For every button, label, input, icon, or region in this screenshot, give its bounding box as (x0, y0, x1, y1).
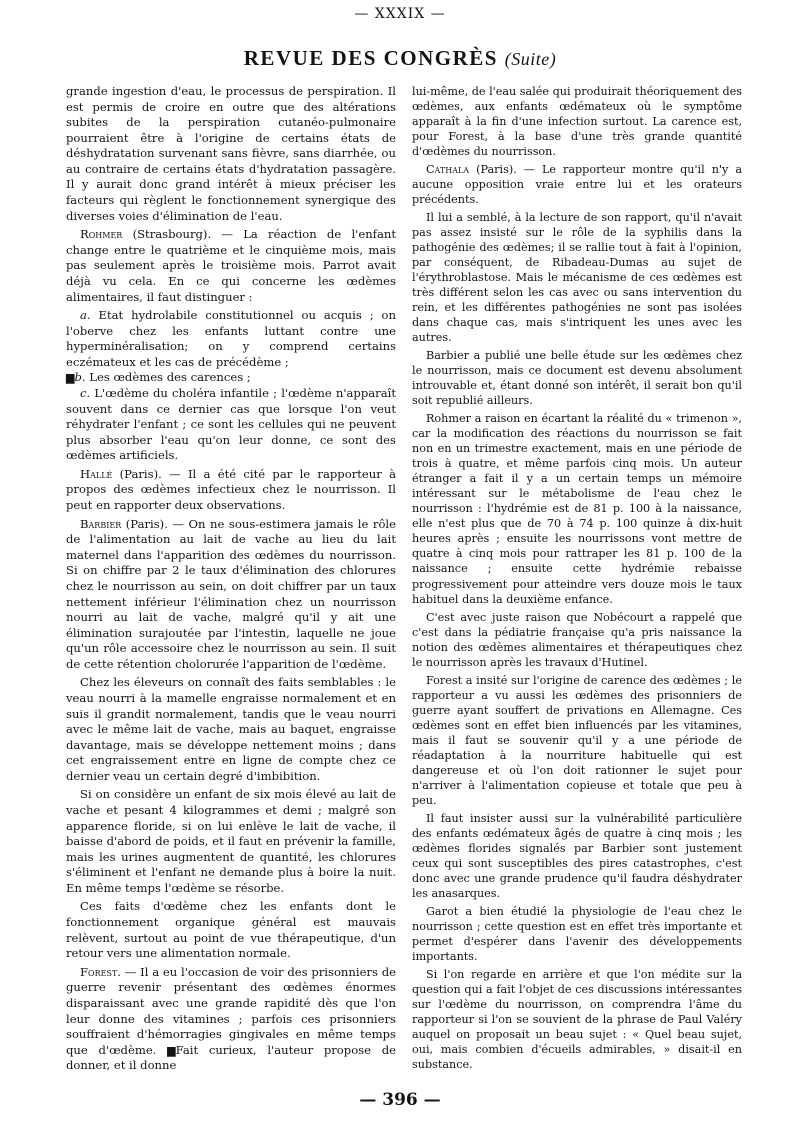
paragraph: Garot a bien étudié la physiologie de l'eau chez le nourrisson ; cette question est en effet très importante et permet d'espérer dans l'avenir des développements importants. (412, 904, 742, 963)
speaker-name: Hallé (80, 466, 113, 481)
paragraph (66, 227, 396, 305)
paragraph: Barbier a publié une belle étude sur les œdèmes chez le nourrisson, mais ce document est devenu absolument introuvable et, étant donné son intérêt, il serait bon qu'il soit republié ailleurs. (412, 349, 742, 408)
list-text: Etat hydrolabile constitutionnel ou acquis ; on l'oberve chez les enfants luttant contre une hyperminéralisation; on y comprend certains eczémateux et les cas de précédème ; (66, 308, 396, 369)
right-column (412, 84, 742, 1075)
paragraph: C'est avec juste raison que Nobécourt a rappelé que c'est dans la pédiatrie française qu'a pris naissance la notion des œdèmes alimentaires et thérapeutiques chez le nourrisson après les travaux d'Hutinel. (412, 610, 742, 669)
paragraph (66, 965, 396, 1074)
paragraph-text: (Paris). — Il a été cité par le rapporteur à propos des œdèmes infectieux chez le nourrisson. Il peut en rapporter deux observations. (66, 466, 396, 513)
paragraph: Il faut insister aussi sur la vulnérabilité particulière des enfants œdémateux âgés de quatre à cinq mois ; les œdèmes florides signalés par Barbier sont justement ceux qui sont susceptibles des pires catastrophes, c'est donc avec une grande prudence qu'il faudra déshydrater les anasarques. (412, 811, 742, 900)
paragraph: Si on considère un enfant de six mois élevé au lait de vache et pesant 4 kilogrammes et demi ; malgré son apparence floride, si on lui enlève le lait de vache, il baisse d'abord de poids, et il faut en prévenir la famille, mais les urines augmentent de quantité, les chlorures s'éliminent et l'enfant ne demande plus à boire la nuit. En même temps l'œdème se résorbe. (66, 787, 396, 895)
paragraph: lui-même, de l'eau salée qui produirait théoriquement des œdèmes, aux enfants œdémateux où le symptôme apparaît à la fin d'une infection surtout. La carence est, pour Forest, à la base d'une très grande quantité d'œdèmes du nourrisson. (412, 85, 742, 159)
list-label: c. (80, 385, 91, 400)
running-head: — XXXIX — (354, 6, 446, 22)
left-column (66, 84, 396, 1077)
list-item (66, 370, 396, 386)
speaker-name: Barbier (80, 516, 122, 531)
list-item (66, 308, 396, 370)
paragraph-text: (Strasbourg). — La réaction de l'enfant change entre le quatrième et le cinquième mois, mais pas seulement après le troisième mois. Parrot avait déjà vu cela. En ce qui concerne les œdèmes alimentaires, il faut distinguer : (66, 227, 396, 304)
list-text: L'œdème du choléra infantile ; l'œdème n'apparaît souvent dans ce dernier cas que lorsque l'on veut réhydrater l'enfant ; ce sont les cellules qui ne peuvent plus absorber l'eau qu'on leur donne, ce sont des œdèmes artificiels. (66, 385, 396, 463)
page-number: — 396 — (359, 1090, 441, 1110)
paragraph: Ces faits d'œdème chez les enfants dont le fonctionnement organique général est mauvais relèvent, surtout au point de vue thérapeutique, d'un retour vers une alimentation normale. (66, 899, 396, 961)
paragraph: Il lui a semblé, à la lecture de son rapport, qu'il n'avait pas assez insisté sur le rôle de la syphilis dans la pathogénie des œdèmes; il se rallie tout à fait à l'opinion, par conséquent, de Ribadeau-Dumas au sujet de l'érythroblastose. Mais le mécanisme de ces œdèmes est très différent selon les cas avec ou sans intervention du rein, et les différentes pathogénies ne sont pas isolées dans chaque cas, mais s'intriquent les unes avec les autres. (412, 211, 742, 345)
paragraph: Rohmer a raison en écartant la réalité du « trimenon », car la modification des réactions du nourrisson se fait non en un trimestre exactement, mais en une période de trois à quatre, et même parfois cinq mois. Un auteur étranger a fait il y a un certain temps un mémoire intéressant sur le métabolisme de l'eau chez le nourrisson : l'hydrémie est de 81 p. 100 à la naissance, elle n'est plus que de 70 à 74 p. 100 quinze à dix-huit heures après ; ensuite les nourrissons vont mettre de quatre à cinq mois pour rattraper les 81 p. 100 de la naissance ; ensuite cette hydrémie rebaisse progressivement pour atteindre vers douze mois le taux habituel dans la deuxième enfance. (412, 412, 742, 606)
title-main: REVUE DES CONGRÈS (243, 46, 498, 70)
list-label: a. (80, 308, 91, 323)
paragraph-text: . — Il a eu l'occasion de voir des prisonniers de guerre revenir présentant des œdèmes énormes disparaissant avec une grande rapidité dès que l'on leur donne des vitamines ; parfois ces prisonniers souffraient d'hémorragies gingivales en même temps que d'œdème. (66, 964, 396, 1057)
speaker-name: Rohmer (80, 227, 123, 242)
paragraph-text: (Paris). — On ne sous-estimera jamais le rôle de l'alimentation au lait de vache au lieu du lait maternel dans l'apparition des œdèmes du nourrisson. Si on chiffre par 2 le taux d'élimination des chlorures chez le nourrisson au sein, on doit chiffrer par un taux nettement inférieur l'élimination chez un nourrisson nourri au lait de vache, malgré qu'il y ait une élimination surajoutée par l'intestin, laquelle ne joue qu'un rôle accessoire chez le nourrisson au sein. Il suit de cette rétention cholorurée l'apparition de l'œdème. (66, 516, 396, 671)
paragraph-text: (Paris). — Le rapporteur montre qu'il n'y a aucune opposition vraie entre lui et les orateurs précédents. (412, 163, 742, 207)
paragraph (66, 467, 396, 514)
paragraph: Forest a insité sur l'origine de carence des œdèmes ; le rapporteur a vu aussi les œdèmes des prisonniers de guerre ayant souffert de privations en Allemagne. Ces œdèmes sont en effet bien influencés par les vitamines, mais il faut se souvenir qu'il y a une période de réadaptation à la nourriture habituelle qui est dangereuse et où l'on doit rationner le sujet pour n'arriver à l'alimentation copieuse et totale que peu à peu. (412, 673, 742, 807)
print-mark: ▆ (66, 371, 75, 385)
title-suffix: (Suite) (504, 49, 557, 69)
paragraph-text: Fait curieux, l'auteur propose de donner, et il donne (66, 1042, 396, 1073)
list-text: Les œdèmes des carences ; (85, 370, 251, 385)
speaker-name: Forest (80, 964, 118, 979)
print-mark: ▆ (167, 1043, 176, 1057)
list-item (66, 386, 396, 464)
page-title (0, 48, 800, 69)
list-label: b. (74, 370, 86, 385)
paragraph (66, 517, 396, 673)
paragraph: Si l'on regarde en arrière et que l'on médite sur la question qui a fait l'objet de ces discussions intéressantes sur l'œdème du nourrisson, on comprendra l'âme du rapporteur si l'on se souvient de la phrase de Paul Valéry auquel on proposait un beau sujet : « Quel beau sujet, oui, mais combien d'écueils admirables, » disait-il en substance. (412, 967, 742, 1071)
paragraph: grande ingestion d'eau, le processus de perspiration. Il est permis de croire en outre que des altérations subites de la perspiration cutanéo-pulmonaire pourraient être à l'origine de certains états de déshydratation survenant sans fièvre, sans diarrhée, ou au contraire de certains états d'hydratation passagère. Il y aurait donc grand intérêt à mieux préciser les facteurs qui règlent le fonctionnement synergique des diverses voies d'élimination de l'eau. (66, 84, 396, 223)
paragraph: Chez les éleveurs on connaît des faits semblables : le veau nourri à la mamelle engraisse normalement et en suis il grandit normalement, tandis que le veau nourri avec le même lait de vache, mais au baquet, engraisse davantage, mais se développe nettement moins ; dans cet engraissement entre en ligne de compte chez ce dernier veau un certain degré d'imbibition. (66, 675, 396, 783)
paragraph (412, 162, 742, 207)
speaker-name: Cathala (426, 163, 470, 177)
